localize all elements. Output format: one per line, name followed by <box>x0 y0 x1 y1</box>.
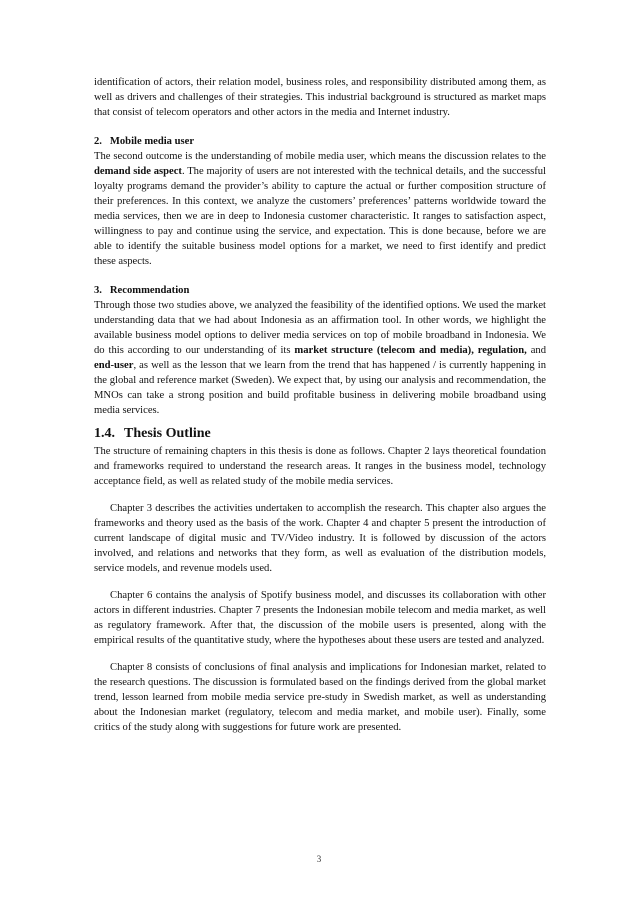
item-2-paragraph <box>94 149 546 269</box>
page-number: 3 <box>316 854 322 864</box>
item-2-heading: 2. Mobile media user <box>94 136 195 147</box>
section-heading <box>94 425 546 443</box>
item-2-bold-a: demand side aspect <box>94 166 182 177</box>
item-3-paragraph <box>94 298 546 418</box>
item-3-text-a: Through those two studies above, we analyzed the feasibility of the identified options. We used the market understanding data that we had about Indonesia as an affirmation tool. In other words, we highlight the available business model options to deliver media services on top of mobile broadband in Indonesia. We do this according to our understanding of its <box>94 300 546 356</box>
section-title: Thesis Outline <box>124 426 211 441</box>
page-content <box>94 75 546 735</box>
outline-paragraph-1: The structure of remaining chapters in this thesis is done as follows. Chapter 2 lays theoretical foundation and frameworks required to understand the research areas. It ranges in the business model, technology acceptance field, as well as related study of the mobile media services. <box>94 446 546 487</box>
item-3-text-b: and <box>526 345 546 356</box>
section-number: 1.4. <box>94 426 115 441</box>
item-2-text-b: . The majority of users are not interested with the technical details, and the successful loyalty programs demand the provider’s ability to capture the actual or further composition structure of their preferences. In this context, we analyze the customers’ preferences’ patterns worldwide toward the media services, then we are in deep to Indonesia customer characteristic. It ranges to satisfaction aspect, willingness to pay and continue using the service, and expectation. This is done because, before we are able to identify the suitable business model options for a market, we need to first identify and predict these aspects. <box>94 166 547 267</box>
item-2-text-a: The second outcome is the understanding of mobile media user, which means the discussion relates to the <box>94 151 546 162</box>
item-3-heading: 3. Recommendation <box>94 285 190 296</box>
outline-paragraph-4: Chapter 8 consists of conclusions of final analysis and implications for Indonesian market, related to the research questions. The discussion is formulated based on the findings derived from the global market trend, lesson learned from mobile media service pre-study in Swedish market, as well as understanding about the Indonesian market (regulatory, telecom and media market, and mobile user). Finally, some critics of the study along with suggestions for future work are presented. <box>94 662 546 733</box>
item-3-bold-a: market structure (telecom and media), regulation, <box>294 345 527 356</box>
item-3-bold-b: end-user <box>94 360 134 371</box>
outline-paragraph-3: Chapter 6 contains the analysis of Spotify business model, and discusses its collaboration with other actors in different industries. Chapter 7 presents the Indonesian mobile telecom and media market, as well as regulatory framework. After that, the discussion of the mobile users is presented, along with the empirical results of the quantitative study, where the hypotheses about these users are tested and analyzed. <box>94 590 546 646</box>
intro-paragraph: identification of actors, their relation model, business roles, and responsibility distributed among them, as well as drivers and challenges of their strategies. This industrial background is structured as market maps that consist of telecom operators and other actors in the media and Internet industry. <box>94 77 546 118</box>
outline-paragraph-2: Chapter 3 describes the activities undertaken to accomplish the research. This chapter also argues the frameworks and theory used as the basis of the work. Chapter 4 and chapter 5 present the introduction of current landscape of digital music and TV/Video industry. It is followed by discussion of the actors involved, and relations and networks that they form, as well as evaluation of the distribution models, service models, and revenue models used. <box>94 503 546 574</box>
item-3-text-c: , as well as the lesson that we learn from the trend that has happened / is currently happening in the global and reference market (Sweden). We expect that, by using our analysis and recommendation, the MNOs can take a strong position and build profitable business in delivering mobile broadband using media services. <box>94 360 546 416</box>
